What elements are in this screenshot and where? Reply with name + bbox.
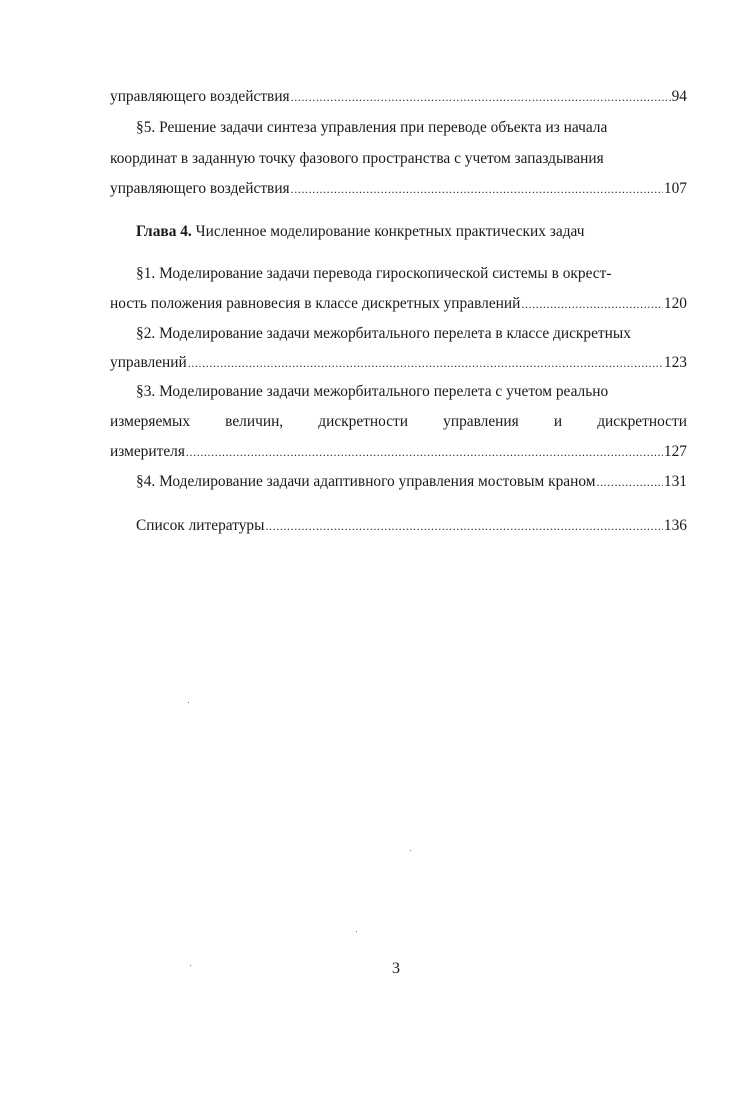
toc-entry-text: §4. Моделирование задачи адаптивного управления мостовым краном bbox=[136, 473, 596, 490]
toc-page-number: 94 bbox=[671, 88, 687, 105]
toc-entry-ch3-s5-line1: §5. Решение задачи синтеза управления при переводе объекта из начала bbox=[136, 119, 608, 136]
word: величин, bbox=[225, 413, 284, 430]
toc-entry-ch4-s1-tail bbox=[110, 292, 687, 316]
chapter-title: Численное моделирование конкретных практических задач bbox=[195, 223, 585, 240]
dot-leader bbox=[521, 292, 663, 316]
toc-entry-text: управляющего воздействия bbox=[110, 180, 290, 197]
toc-entry-ch4-s3-tail bbox=[110, 440, 687, 464]
chapter-heading bbox=[136, 220, 687, 244]
word: дискретности bbox=[597, 413, 687, 430]
toc-page-number: 107 bbox=[663, 180, 687, 197]
toc-entry-ch4-s2-line1: §2. Моделирование задачи межорбитального перелета в классе дискретных bbox=[136, 325, 631, 342]
toc-entry-text: управлений bbox=[110, 354, 187, 371]
chapter-label: Глава 4. bbox=[136, 223, 192, 240]
toc-entry-ch4-s4 bbox=[136, 470, 687, 494]
toc-entry-text: ность положения равновесия в классе дискретных управлений bbox=[110, 295, 521, 312]
toc-entry-text: управляющего воздействия bbox=[110, 88, 290, 105]
toc-entry-ch4-s2-tail bbox=[110, 351, 687, 375]
word: дискретности bbox=[318, 413, 409, 430]
scan-speck bbox=[188, 702, 189, 703]
scan-speck bbox=[356, 931, 357, 932]
toc-page-number: 136 bbox=[663, 517, 687, 534]
toc-entry-ch4-s3-line1: §3. Моделирование задачи межорбитального перелета с учетом реально bbox=[136, 383, 609, 400]
toc-entry-ch3-s5-line2: координат в заданную точку фазового пространства с учетом запаздывания bbox=[110, 150, 604, 167]
dot-leader bbox=[596, 470, 662, 494]
word: и bbox=[553, 413, 563, 430]
toc-page-number: 131 bbox=[663, 473, 687, 490]
toc-entry-text: Список литературы bbox=[136, 517, 265, 534]
toc-entry-bibliography bbox=[136, 514, 687, 538]
toc-entry-ch3-s5-tail bbox=[110, 177, 687, 201]
toc-entry-ch4-s3-line2 bbox=[110, 410, 687, 434]
toc-entry-prev-tail bbox=[110, 85, 687, 109]
toc-entry-ch4-s1-line1: §1. Моделирование задачи перевода гироскопической системы в окрест- bbox=[136, 265, 612, 282]
toc-page-number: 120 bbox=[663, 295, 687, 312]
toc-page-number: 127 bbox=[663, 443, 687, 460]
word: управления bbox=[443, 413, 519, 430]
dot-leader bbox=[186, 440, 663, 464]
scan-speck bbox=[410, 850, 411, 851]
dot-leader bbox=[188, 351, 663, 375]
toc-entry-text: измерителя bbox=[110, 443, 185, 460]
dot-leader bbox=[291, 85, 671, 109]
dot-leader bbox=[291, 177, 663, 201]
page-number: 3 bbox=[392, 960, 400, 977]
word: измеряемых bbox=[110, 413, 191, 430]
dot-leader bbox=[265, 514, 662, 538]
scan-speck bbox=[190, 965, 191, 966]
toc-page-number: 123 bbox=[663, 354, 687, 371]
